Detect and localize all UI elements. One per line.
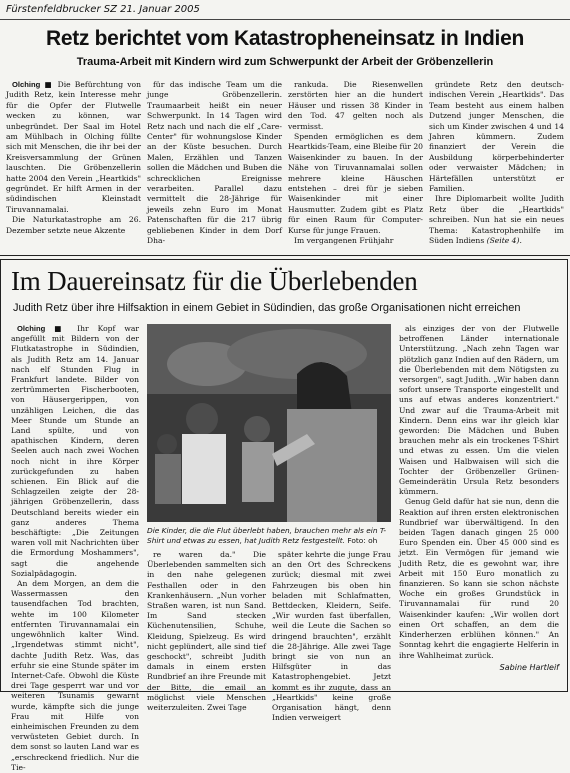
article1-subheadline: Trauma-Arbeit mit Kindern wird zum Schwerpunkt der Arbeit der Gröbenzellerin bbox=[76, 56, 494, 68]
article1-col2 bbox=[147, 80, 282, 250]
article2-photo bbox=[147, 324, 391, 522]
article2-box bbox=[0, 259, 568, 772]
article2-lower-columns bbox=[147, 550, 391, 723]
article2-location: Olching bbox=[17, 324, 46, 333]
article1-col3 bbox=[288, 80, 423, 250]
article1-columns bbox=[6, 80, 564, 250]
photo-credit: Foto: oh bbox=[347, 536, 378, 545]
article2-subheadline: Judith Retz über ihre Hilfsaktion in einem Gebiet in Südindien, das große Organisationen nicht erreichen bbox=[13, 302, 521, 314]
article1-col4 bbox=[429, 80, 564, 250]
article2-right-text: als einziges der von der Flutwelle betroffenen Länder internationale Unterstützung. „Nach zehn Tagen war plötzlich ganz Indien auf den Rädern, um die Überlebenden mit dem Nötigsten zu versorgen", sagt Judith. „Wir haben dann sofort unsere Transporte eingestellt und uns auf etwas anderes konzentriert." Und zwar auf die Trauma-Arbeit mit Kindern. Denn eins war ihr gleich klar geworden: Die Mädchen und Buben brauchen mehr als ein trockenes T-Shirt und etwas zu essen. Um die vielen Waisen und Halbwaisen will sich die Tochter der Gröbenzeller Grünen-Gemeinderätin Ursula Retz besonders kümmern. bbox=[399, 324, 559, 497]
article-divider bbox=[0, 255, 570, 256]
article2-lead-text: ■ Ihr Kopf war angefüllt mit Bildern von der Flutkatastrophe in Südindien, als Judith Retz am 14. Januar nach elf Stunden Flug in Frankfurt landete. Bilder von zertrümmerten Fischerbooten, von Häusergerippen, von unzähligen Leichen, die das Meer Stunde um Stunde an Land spülte, und von apathischen Kindern, deren Seelen auch nach zwei Wochen noch nicht in ihre Körper zurückgefunden zu haben schienen. Ein Blick auf die Schlagzeilen zeigte der 28-jährigen Gröbenzellerin, dass Deutschland bereits wieder ein ganz anderes Thema beschäftigte: „Die Zeitungen waren voll mit Nachrichten über die Ermordung Moshammers", sagt die angehende Sozialpädagogin. bbox=[11, 324, 139, 578]
article2-right-column bbox=[399, 324, 559, 686]
article1-col4-text: gründete Retz den deutsch-indischen Verein „Heartkids". Das Team besteht aus einem halben Dutzend junger Menschen, die sich um Kinder zwischen 4 und 14 Jahren kümmern. Zudem finanziert der Verein die Ausbildung körperbehinderter oder verwaister Mädchen; in Härtefällen unterstützt er Familien. bbox=[429, 80, 564, 194]
article1-headline: Retz berichtet vom Katastropheneinsatz in Indien bbox=[45, 27, 524, 50]
article1-col3b: Spenden ermöglichen es dem Heartkids-Team, eine Bleibe für 20 Waisenkinder zu bauen. In der Nähe von Tiruvannamalai sollen mehrere kleine Häuschen entstehen – drei für je sieben Waisenkinder mit einer Hausmutter. Zudem gibt es Platz für einen Raum für Computer-Kurse für junge Frauen. bbox=[288, 132, 423, 235]
article1-location: Olching bbox=[12, 80, 41, 89]
photo-caption bbox=[147, 526, 391, 546]
photo-illustration bbox=[147, 324, 391, 522]
caption-text: Die Kinder, die die Flut überlebt haben, brauchen mehr als ein T-Shirt und etwas zu essen, hat Judith Retz festgestellt. bbox=[147, 526, 387, 545]
article1-col4b: Ihre Diplomarbeit wollte Judith Retz über die „Heartkids" schreiben. Nun hat sie ein neues Thema: Katastrophenhilfe im Süden Indiens bbox=[429, 194, 564, 246]
article1-page-ref: (Seite 4). bbox=[486, 236, 522, 246]
article1-col3c: Im vergangenen Frühjahr bbox=[294, 236, 394, 246]
article2-low1: re waren da." Die Überlebenden sammelten sich in den nahe gelegenen Festhallen oder in den Krankenhäusern. „Nun vorher Straßen waren, ist nun Sand. Im Sand stecken Küchenutensilien, Schuhe, Kleidung, Spielzeug. Es wird nicht geplündert, alle sind tief geschockt", schreibt Judith damals in einem ersten Rundbrief an ihre Freunde mit der Bitte, die email an möglichst viele Menschen weiterzuleiten. Zwei Tage bbox=[147, 550, 266, 713]
article1-col1 bbox=[6, 80, 141, 250]
article1-col3-text: rankuda. Die Riesenwellen zerstörten hier an die hundert Häuser und rissen 38 Kinder in den Tod. 47 gelten noch als vermisst. bbox=[288, 80, 423, 131]
article2-lead2: An dem Morgen, an dem die Wassermassen den tausendfachen Tod brachten, wehte im 100 Kilometer entfernten Tiruvannamalai ein ungewöhnlich kalter Wind. „Irgendetwas stimmt nicht", dachte Judith Retz. Was, das erfuhr sie eine Stunde später im Internet-Cafe. Obwohl die Küste drei Tage gesperrt war und vor weiteren Tsunamis gewarnt wurde, kämpfte sich die junge Frau mit Hilfe von einheimischen Freunden zu dem verwüsteten Gebiet durch. In dem sonst so lauten Land war es „erschreckend friedlich. Nur die Tie- bbox=[11, 579, 139, 772]
article2-right2: Genug Geld dafür hat sie nun, denn die Reaktion auf ihren ersten elektronischen Rundbrief war überwältigend. In den beiden Tagen danach gingen 25 000 Euro Spenden ein. Über 45 000 sind es jetzt. Ein Vermögen für jemand wie Judith Retz, die es gewohnt war, ihre Arbeit mit 150 Euro monatlich zu finanzieren. So kann sie schon nächste Woche ein großes Grundstück in Tiruvannamalai für rund 20 Waisenkinder kaufen: „Wir wollen dort einen Ort schaffen, an dem die Kinderherzen erblühen können." An Sonntag kehrt die engagierte Helferin in ihre Wahlheimat zurück. bbox=[399, 497, 559, 660]
top-rule bbox=[0, 19, 570, 20]
source-line: Fürstenfeldbrucker SZ 21. Januar 2005 bbox=[6, 4, 200, 15]
article2-low-col2 bbox=[272, 550, 391, 723]
article1-col1-text: ■ Die Befürchtung von Judith Retz, kein Interesse mehr für die Opfer der Flutwelle wecken zu können, war unbegründet. Der Saal im Hotel am Mühlbach in Olching füllte sich mit Menschen, die ihr bei der Kreisversammlung der Grünen lauschten. Die Gröbenzellerin hatte 2004 den Verein „Heartkids" gegründet. Er hilft Armen in der südindischen Kleinstadt Tiruvannamalai. bbox=[6, 80, 141, 214]
article2-author: Sabine Hartleif bbox=[499, 662, 559, 672]
article1-col1b: Die Naturkatastrophe am 26. Dezember setzte neue Akzente bbox=[6, 215, 141, 235]
article2-low-col1 bbox=[147, 550, 266, 713]
article2-headline: Im Dauereinsatz für die Überlebenden bbox=[11, 266, 418, 296]
article1-col2-text: für das indische Team um die junge Gröbenzellerin. Traumaarbeit heißt ein neuer Schwerpunkt. In 14 Tagen wird Retz nach und nach die elf „Care-Center" für wohnungslose Kinder an der Küste besuchen. Durch Malen, Erzählen und Tanzen sollen die Mädchen und Buben die schrecklichen Ereignisse verarbeiten. Parallel dazu vermittelt die 28-Jährige für jeweils zehn Euro im Monat Patenschaften für die 217 übrig gebliebenen Kinder in dem Dorf Dha- bbox=[147, 80, 282, 246]
article2-low2: später kehrte die junge Frau an den Ort des Schreckens zurück; diesmal mit zwei Fahrzeugen bis oben hin beladen mit Schlafmatten, Bettdecken, Kleidern, Seife. „Wir wurden fast überfallen, weil die Leute die Sachen so dringend brauchten", erzählt die 28-Jährige. Alle zwei Tage bringt sie von nun an Hilfsgüter in das Katastrophengebiet. Jetzt kommt es ihr zugute, dass an „Heartkids" keine große Organisation hängt, denn Indien verweigert bbox=[272, 550, 391, 723]
article2-lead-column bbox=[11, 324, 139, 772]
